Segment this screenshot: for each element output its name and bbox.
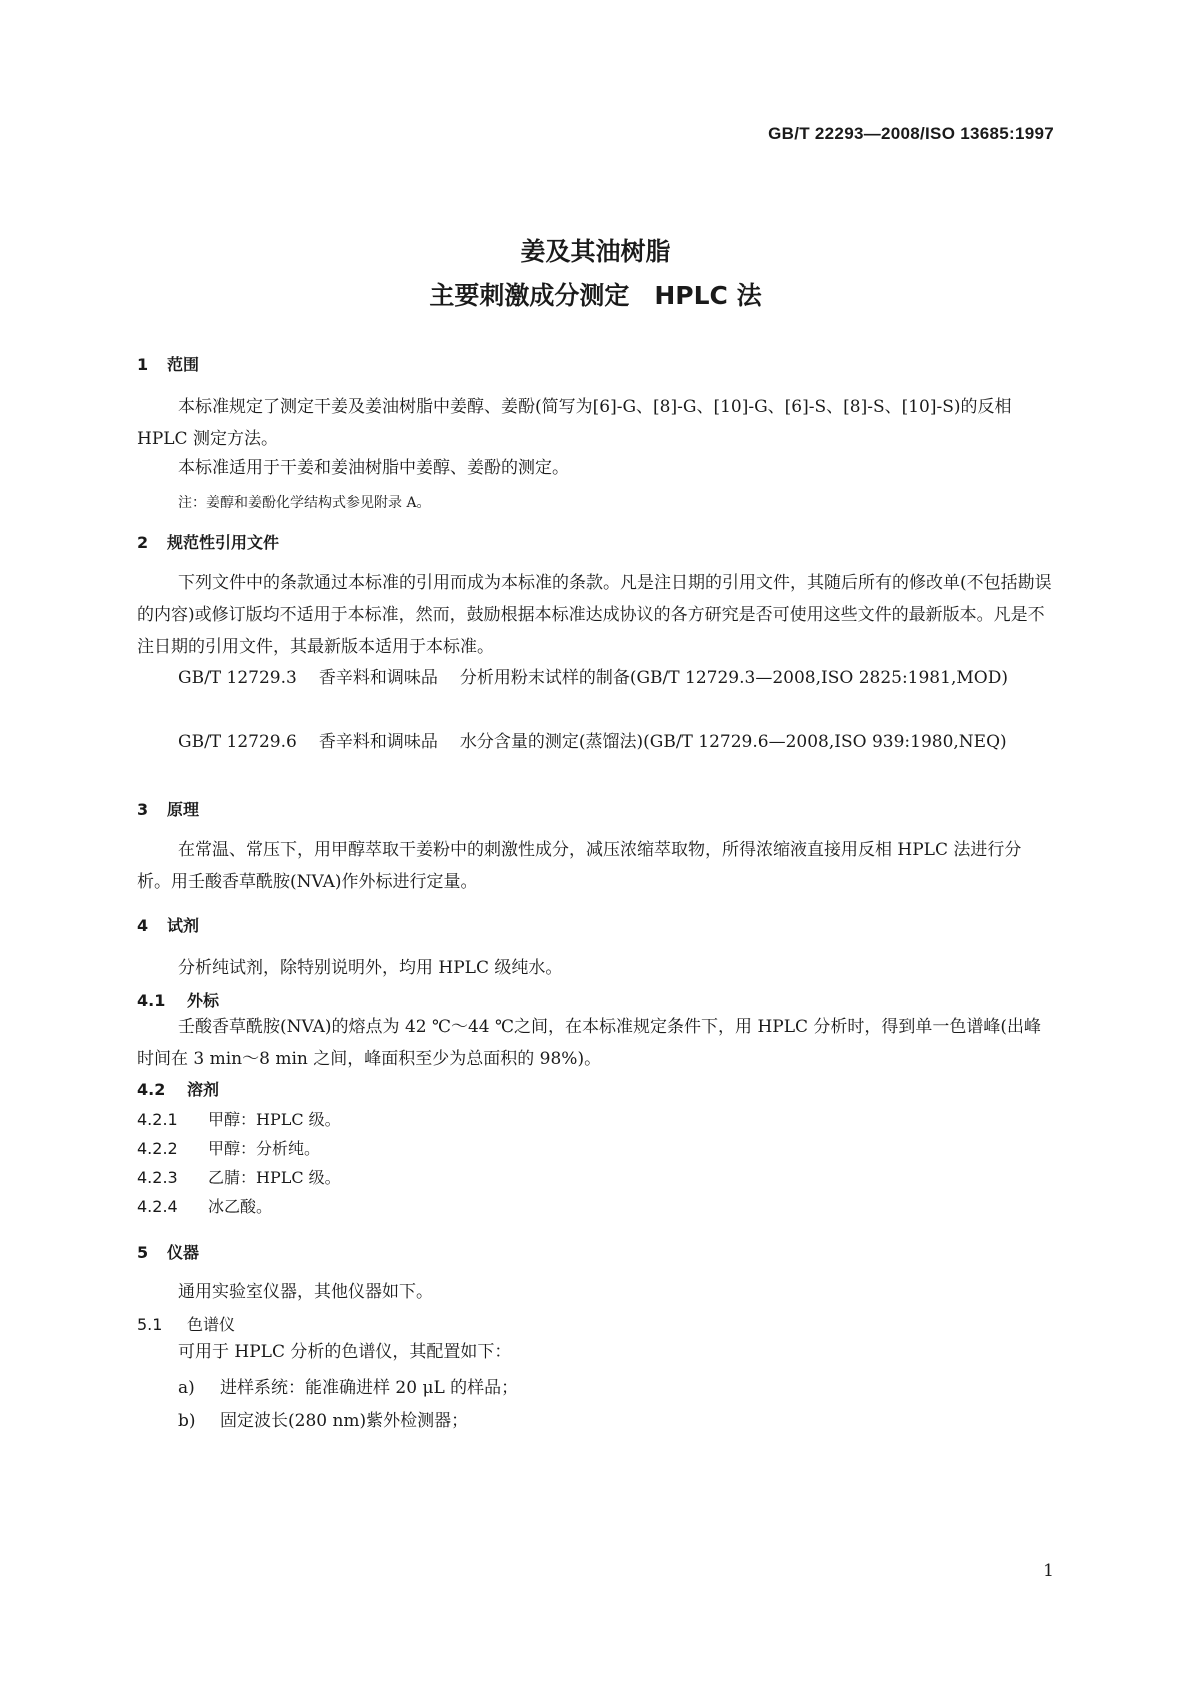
reference-code: GB/T 12729.6 [178,732,297,752]
clause-text: 色谱仪 [187,1315,236,1334]
clause-number: 4.2.3 [137,1168,178,1187]
list-item-b [178,1406,468,1431]
section-1-paragraph-2: 本标准适用于干姜和姜油树脂中姜醇、姜酚的测定。 [178,458,569,478]
section-1-note: 注：姜醇和姜酚化学结构式参见附录 A。 [178,495,431,511]
normative-reference-2 [137,726,1055,758]
section-title: 试剂 [167,916,200,935]
section-4-2-2 [137,1136,320,1159]
reference-code: GB/T 12729.3 [178,668,297,688]
clause-number: 5.1 [137,1315,163,1334]
clause-number: 4.2.2 [137,1139,178,1158]
section-number: 3 [137,800,149,819]
document-title-line-1: 姜及其油树脂 [520,237,671,266]
normative-reference-1 [137,662,1055,694]
section-4-2-heading [137,1077,219,1100]
section-title: 溶剂 [187,1080,220,1099]
list-text: 固定波长(280 nm)紫外检测器； [220,1411,469,1431]
section-title: 规范性引用文件 [167,533,280,552]
section-4-1-paragraph: 壬酸香草酰胺(NVA)的熔点为 42 ℃～44 ℃之间，在本标准规定条件下，用 HPLC 分析时，得到单一色谱峰(出峰时间在 3 min～8 min 之间，峰面积至少为总面积的 98%)。 [137,1017,1042,1069]
list-marker: a) [178,1378,195,1398]
page-number: 1 [1043,1561,1054,1581]
document-title-line-2: 主要刺激成分测定 HPLC 法 [429,281,762,310]
section-4-paragraph-1: 分析纯试剂，除特别说明外，均用 HPLC 级纯水。 [178,958,563,978]
clause-text: 乙腈：HPLC 级。 [208,1168,341,1187]
section-5-1-heading [137,1312,235,1335]
section-4-heading [137,913,199,936]
section-title: 原理 [167,800,200,819]
section-number: 5 [137,1243,149,1262]
section-5-paragraph-1: 通用实验室仪器，其他仪器如下。 [178,1282,433,1302]
section-2-paragraph-1: 下列文件中的条款通过本标准的引用而成为本标准的条款。凡是注日期的引用文件，其随后所有的修改单(不包括勘误的内容)或修订版均不适用于本标准，然而，鼓励根据本标准达成协议的各方研究是否可使用这些文件的最新版本。凡是不注日期的引用文件，其最新版本适用于本标准。 [137,573,1052,657]
section-number: 4.2 [137,1080,166,1099]
reference-detail: 分析用粉末试样的制备(GB/T 12729.3—2008,ISO 2825:1981,MOD) [459,668,1008,688]
section-5-1-paragraph: 可用于 HPLC 分析的色谱仪，其配置如下： [178,1342,512,1362]
section-4-2-1 [137,1107,341,1130]
clause-text: 甲醇：分析纯。 [208,1139,321,1158]
clause-text: 冰乙酸。 [208,1197,273,1216]
section-number: 4.1 [137,991,166,1010]
section-1-paragraph-1: 本标准规定了测定干姜及姜油树脂中姜醇、姜酚(简写为[6]-G、[8]-G、[10]-G、[6]-S、[8]-S、[10]-S)的反相 HPLC 测定方法。 [137,397,1012,449]
section-3-paragraph-1: 在常温、常压下，用甲醇萃取干姜粉中的刺激性成分，减压浓缩萃取物，所得浓缩液直接用反相 HPLC 法进行分析。用壬酸香草酰胺(NVA)作外标进行定量。 [137,840,1022,892]
reference-detail: 水分含量的测定(蒸馏法)(GB/T 12729.6—2008,ISO 939:1980,NEQ) [459,732,1007,752]
standard-code: GB/T 22293—2008/ISO 13685:1997 [768,124,1054,143]
section-title: 范围 [167,355,200,374]
section-4-2-4 [137,1194,272,1217]
list-item-a [178,1373,518,1398]
section-number: 2 [137,533,149,552]
reference-title: 香辛料和调味品 [318,732,438,752]
clause-number: 4.2.4 [137,1197,178,1216]
section-4-1-heading [137,988,219,1011]
reference-title: 香辛料和调味品 [318,668,438,688]
list-text: 进样系统：能准确进样 20 μL 的样品； [220,1378,519,1398]
section-number: 1 [137,355,149,374]
section-2-heading [137,530,279,553]
section-number: 4 [137,916,149,935]
section-title: 仪器 [167,1243,200,1262]
section-3-heading [137,797,199,820]
clause-number: 4.2.1 [137,1110,178,1129]
list-marker: b) [178,1411,196,1431]
section-5-heading [137,1240,199,1263]
section-title: 外标 [187,991,220,1010]
section-1-heading [137,352,199,375]
section-4-2-3 [137,1165,341,1188]
clause-text: 甲醇：HPLC 级。 [208,1110,341,1129]
